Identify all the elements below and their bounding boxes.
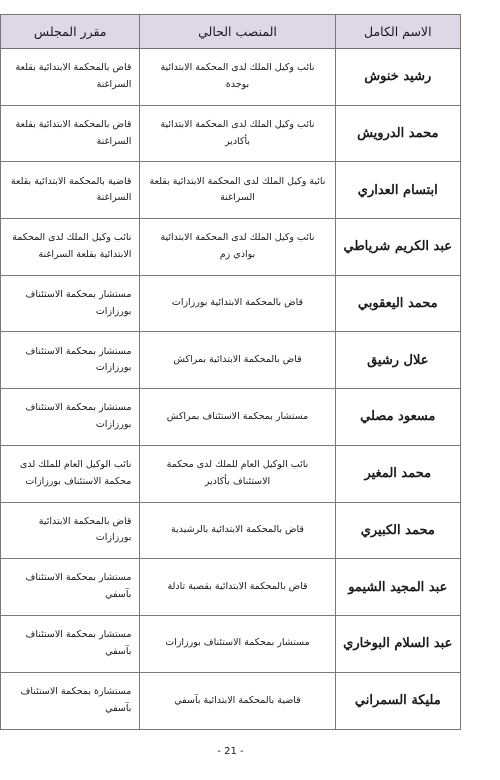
cell-current-position <box>139 389 334 445</box>
cell-full-name <box>335 446 460 502</box>
cell-full-name <box>335 49 460 105</box>
current-position-text: قاض بالمحكمة الابتدائية بالرشيدية <box>171 524 304 536</box>
council-seat-text: مستشار بمحكمة الاستئناف بورزازات <box>25 288 132 317</box>
council-seat-text: مستشار بمحكمة الاستئناف بورزازات <box>25 345 132 374</box>
table-header-row <box>1 15 460 49</box>
council-seat-text: قاض بالمحكمة الابتدائية بورزازات <box>38 515 132 544</box>
person-name: عبد السلام البوخاري <box>343 636 453 652</box>
person-name: مسعود مصلي <box>360 409 436 425</box>
cell-current-position <box>139 276 334 332</box>
cell-current-position <box>139 446 334 502</box>
table-body <box>1 49 460 729</box>
council-seat-text: مستشار بمحكمة الاستئناف بآسفي <box>25 629 132 657</box>
person-name: محمد الدرويش <box>357 126 439 142</box>
council-seat-text: قاض بالمحكمة الابتدائية بقلعة السراغنة <box>15 62 132 90</box>
person-name: محمد اليعقوبي <box>357 296 438 312</box>
cell-full-name <box>335 106 460 162</box>
page-number: - 21 - <box>217 746 244 757</box>
header-full-name: الاسم الكامل <box>335 15 460 48</box>
cell-council-seat <box>1 162 139 218</box>
current-position-text: مستشار بمحكمة الاستئناف بورزازات <box>165 637 310 649</box>
council-seat-text: مستشارة بمحكمة الاستئناف بآسفي <box>20 686 132 714</box>
council-seat-text: قاض بالمحكمة الابتدائية بقلعة السراغنة <box>15 118 132 147</box>
table-row <box>1 49 460 106</box>
current-position-text: قاضية بالمحكمة الابتدائية بآسفي <box>174 694 301 706</box>
cell-council-seat <box>1 616 139 672</box>
cell-council-seat <box>1 219 139 275</box>
council-seat-text: مستشار بمحكمة الاستئناف بآسفي <box>25 572 132 601</box>
person-name: عبد الكريم شرياطي <box>343 239 453 255</box>
table-row <box>1 503 460 560</box>
table-row <box>1 276 460 333</box>
cell-council-seat <box>1 503 139 559</box>
cell-current-position <box>139 332 334 388</box>
cell-current-position <box>139 559 334 615</box>
cell-council-seat <box>1 106 139 162</box>
person-name: محمد المغير <box>364 466 432 482</box>
table-row <box>1 616 460 673</box>
person-name: ابتسام العداري <box>357 182 438 198</box>
current-position-text: نائب وكيل الملك لدى المحكمة الابتدائية بوجدة <box>160 62 315 90</box>
cell-current-position <box>139 673 334 730</box>
table-row <box>1 389 460 446</box>
cell-current-position <box>139 49 334 105</box>
cell-current-position <box>139 219 334 275</box>
person-name: عبد المجيد الشيمو <box>348 579 448 595</box>
council-seat-text: نائب وكيل الملك لدى المحكمة الابتدائية بقلعة السراغنة <box>12 232 132 260</box>
table-row <box>1 332 460 389</box>
council-seat-text: نائب الوكيل العام للملك لدى محكمة الاستئناف بورزازات <box>19 459 132 487</box>
cell-current-position <box>139 106 334 162</box>
council-seat-text: مستشار بمحكمة الاستئناف بورزازات <box>25 402 132 430</box>
cell-council-seat <box>1 389 139 445</box>
table-row <box>1 446 460 503</box>
cell-council-seat <box>1 49 139 105</box>
cell-full-name <box>335 503 460 559</box>
current-position-text: نائب وكيل الملك لدى المحكمة الابتدائية بوادي زم <box>160 232 315 260</box>
cell-council-seat <box>1 446 139 502</box>
cell-council-seat <box>1 673 139 730</box>
current-position-text: نائب وكيل الملك لدى المحكمة الابتدائية بأكادير <box>160 118 315 147</box>
table-row <box>1 162 460 219</box>
current-position-text: قاض بالمحكمة الابتدائية بمراكش <box>173 353 302 365</box>
table-row <box>1 559 460 616</box>
header-council-seat: مقرر المجلس <box>33 24 107 39</box>
appointments-table <box>0 14 461 730</box>
cell-council-seat <box>1 332 139 388</box>
cell-full-name <box>335 559 460 615</box>
cell-current-position <box>139 162 334 218</box>
council-seat-text: قاضية بالمحكمة الابتدائية بقلعة السراغنة <box>10 175 132 204</box>
person-name: مليكة السمراني <box>354 693 441 709</box>
person-name: علال رشيق <box>367 352 429 368</box>
person-name: محمد الكبيري <box>360 522 435 538</box>
current-position-text: قاض بالمحكمة الابتدائية بورزازات <box>171 297 304 309</box>
cell-current-position <box>139 616 334 672</box>
table-row <box>1 673 460 730</box>
cell-full-name <box>335 673 460 730</box>
cell-full-name <box>335 616 460 672</box>
cell-full-name <box>335 162 460 218</box>
header-current-position: المنصب الحالي <box>139 15 334 48</box>
person-name: رشيد خنوش <box>364 69 432 85</box>
cell-full-name <box>335 389 460 445</box>
cell-full-name <box>335 332 460 388</box>
current-position-text: نائب الوكيل العام للملك لدى محكمة الاستئناف بأكادير <box>166 459 309 487</box>
cell-current-position <box>139 503 334 559</box>
table-row <box>1 106 460 163</box>
current-position-text: مستشار بمحكمة الاستئناف بمراكش <box>166 410 309 422</box>
current-position-text: قاض بالمحكمة الابتدائية بقصبة تادلة <box>167 580 308 592</box>
cell-council-seat <box>1 559 139 615</box>
table-row <box>1 219 460 276</box>
current-position-text: نائبة وكيل الملك لدى المحكمة الابتدائية بقلعة السراغنة <box>149 175 326 204</box>
cell-full-name <box>335 276 460 332</box>
cell-full-name <box>335 219 460 275</box>
cell-council-seat <box>1 276 139 332</box>
